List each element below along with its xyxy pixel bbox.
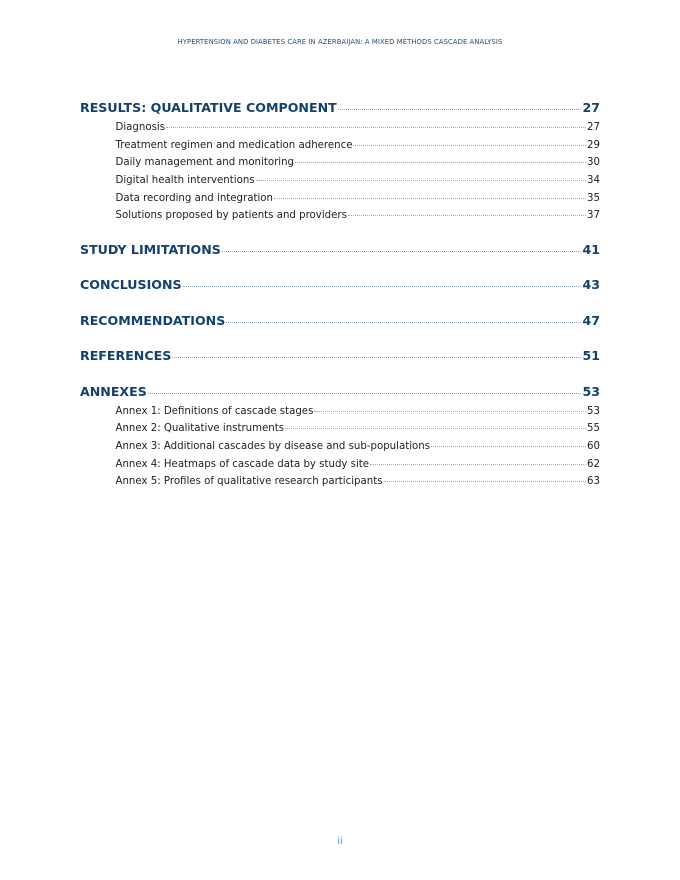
toc-entry-title: Annex 2: Qualitative instruments bbox=[115, 423, 285, 435]
toc-entry-title: Data recording and integration bbox=[115, 192, 273, 204]
toc-entry-title: Annex 5: Profiles of qualitative research participants bbox=[115, 476, 383, 488]
toc-entry-data-recording[interactable] bbox=[80, 193, 600, 211]
toc-page-number: 29 bbox=[587, 139, 600, 151]
dot-leader bbox=[274, 198, 586, 199]
toc-entry-solutions-proposed[interactable] bbox=[80, 210, 600, 228]
toc-entry-annex-1[interactable] bbox=[80, 406, 600, 424]
dot-leader bbox=[148, 393, 582, 394]
toc-entry-digital-health[interactable] bbox=[80, 175, 600, 193]
toc-section-title: REFERENCES bbox=[80, 348, 172, 364]
toc-section-title: STUDY LIMITATIONS bbox=[80, 241, 221, 257]
toc-entry-annex-5[interactable] bbox=[80, 476, 600, 494]
toc-section-study-limitations[interactable] bbox=[80, 242, 600, 264]
dot-leader bbox=[285, 428, 586, 429]
toc-entry-annex-3[interactable] bbox=[80, 441, 600, 459]
toc-entry-annex-2[interactable] bbox=[80, 423, 600, 441]
toc-entry-title: Daily management and monitoring bbox=[115, 157, 295, 169]
toc-section-recommendations[interactable] bbox=[80, 313, 600, 335]
toc-page-number: 41 bbox=[582, 241, 600, 257]
dot-leader bbox=[314, 411, 586, 412]
table-of-contents bbox=[80, 100, 600, 494]
dot-leader bbox=[384, 481, 587, 482]
toc-entry-title: Annex 1: Definitions of cascade stages bbox=[115, 405, 314, 417]
dot-leader bbox=[222, 251, 582, 252]
toc-entry-title: Annex 4: Heatmaps of cascade data by study site bbox=[115, 458, 370, 470]
toc-page-number: 43 bbox=[582, 277, 600, 293]
toc-section-title: RESULTS: QUALITATIVE COMPONENT bbox=[80, 100, 337, 115]
toc-entry-title: Digital health interventions bbox=[115, 175, 255, 187]
dot-leader bbox=[295, 162, 586, 163]
dot-leader bbox=[338, 109, 582, 110]
toc-page-number: 62 bbox=[587, 458, 600, 470]
toc-page-number: 30 bbox=[587, 157, 600, 169]
toc-page-number: 35 bbox=[587, 192, 600, 204]
toc-entry-diagnosis[interactable] bbox=[80, 122, 600, 140]
toc-section-title: RECOMMENDATIONS bbox=[80, 312, 226, 328]
running-header: HYPERTENSION AND DIABETES CARE IN AZERBAIJAN: A MIXED METHODS CASCADE ANALYSIS bbox=[177, 38, 503, 46]
toc-section-conclusions[interactable] bbox=[80, 277, 600, 299]
toc-page-number: 37 bbox=[587, 210, 600, 222]
dot-leader bbox=[348, 215, 586, 216]
toc-section-annexes[interactable] bbox=[80, 384, 600, 406]
toc-page-number: 63 bbox=[587, 476, 600, 488]
dot-leader bbox=[166, 127, 586, 128]
dot-leader bbox=[226, 322, 581, 323]
toc-entry-annex-4[interactable] bbox=[80, 459, 600, 477]
toc-page-number: 34 bbox=[587, 175, 600, 187]
toc-section-results-qualitative[interactable] bbox=[80, 100, 600, 122]
toc-entry-title: Solutions proposed by patients and providers bbox=[115, 210, 347, 222]
dot-leader bbox=[172, 357, 581, 358]
toc-section-title: ANNEXES bbox=[80, 383, 147, 399]
toc-page-number: 55 bbox=[587, 423, 600, 435]
toc-entry-title: Treatment regimen and medication adherence bbox=[115, 139, 353, 151]
dot-leader bbox=[183, 286, 582, 287]
toc-section-title: CONCLUSIONS bbox=[80, 277, 182, 293]
toc-page-number: 53 bbox=[582, 383, 600, 399]
toc-page-number: 53 bbox=[587, 405, 600, 417]
toc-page-number: 51 bbox=[582, 348, 600, 364]
toc-page-number: 27 bbox=[587, 122, 600, 133]
dot-leader bbox=[370, 464, 586, 465]
toc-page-number: 27 bbox=[582, 100, 600, 115]
dot-leader bbox=[431, 446, 586, 447]
toc-entry-daily-management[interactable] bbox=[80, 157, 600, 175]
toc-entry-treatment-regimen[interactable] bbox=[80, 140, 600, 158]
toc-page-number: 47 bbox=[582, 312, 600, 328]
dot-leader bbox=[353, 145, 586, 146]
toc-section-references[interactable] bbox=[80, 348, 600, 370]
toc-entry-title: Diagnosis bbox=[115, 122, 166, 133]
dot-leader bbox=[256, 180, 586, 181]
toc-page-number: 60 bbox=[587, 441, 600, 452]
footer-page-number: ii bbox=[337, 836, 343, 847]
toc-entry-title: Annex 3: Additional cascades by disease and sub-populations bbox=[115, 441, 431, 452]
